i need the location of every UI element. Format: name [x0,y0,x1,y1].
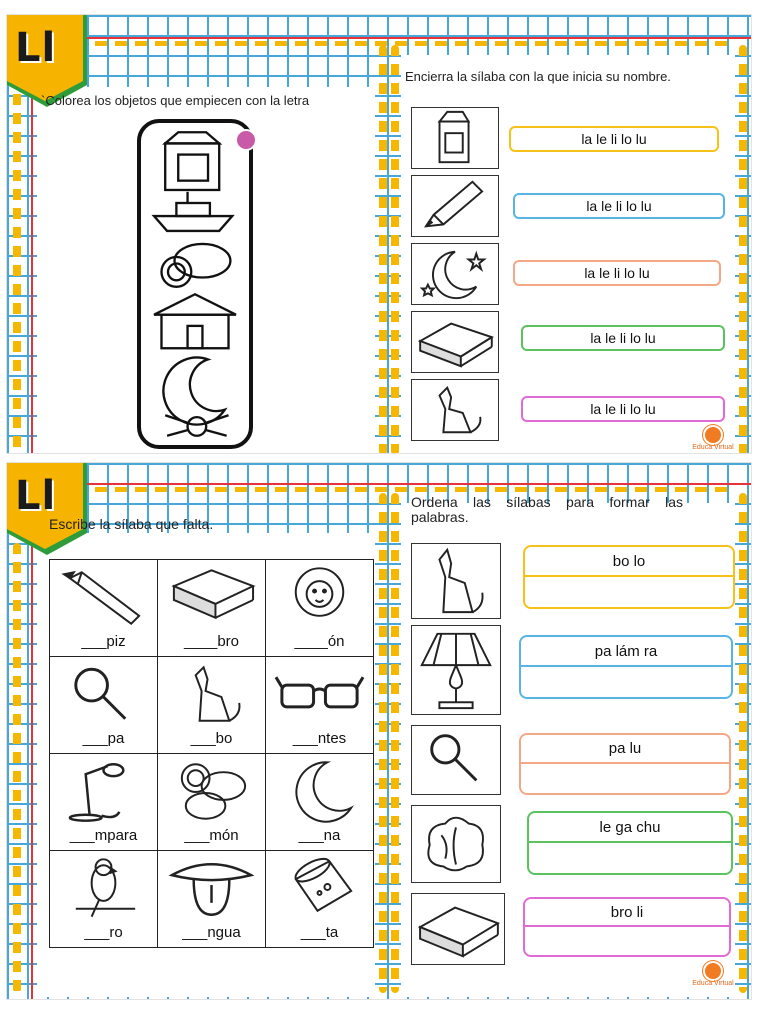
magnifier-icon [56,661,151,727]
table-cell [50,657,158,754]
answer-line[interactable] [525,927,729,955]
scrambled-syllables: pa lu [521,735,729,764]
scrambled-syllables: bo lo [525,547,733,577]
brand-logo [691,963,735,987]
can-icon [272,855,367,921]
brand-text: Educa Virtual [692,980,734,987]
cell-word[interactable]: ___bo [190,730,233,747]
lettuce-icon [412,806,500,882]
parrot-icon [56,855,151,921]
syllable-option[interactable]: la le li lo lu [513,193,725,219]
left-instruction: `Colorea los objetos que empiecen con la letra [41,93,310,108]
answer-line[interactable] [525,577,733,607]
syllable-option[interactable]: la le li lo lu [513,260,721,286]
scrambled-syllables: le ga chu [529,813,731,843]
answer-line[interactable] [529,843,731,873]
picture-box-book [411,311,499,373]
table-cell [266,851,374,948]
table-cell [266,560,374,657]
dashed-border [95,41,731,46]
table-cell [266,657,374,754]
brand-logo [691,427,735,451]
picture-box-wolf [411,543,501,619]
cell-word[interactable]: ___ta [300,924,339,941]
scrambled-syllables: pa lám ra [521,637,731,667]
wolf-icon [412,544,500,618]
syllable-answer-box [523,897,731,957]
moon-icon [163,358,224,425]
picture-box-magnifier [411,725,501,795]
syllable-answer-box [519,635,733,699]
house-icon [154,294,236,348]
dashed-border [739,45,747,454]
syllable-option[interactable]: la le li lo lu [521,325,725,351]
cell-word[interactable]: ___ro [84,924,123,941]
lion-icon [272,564,367,630]
picture-box-wolf [411,379,499,441]
cell-word[interactable]: ___na [298,827,341,844]
missing-syllable-table [49,559,374,948]
pencil-icon [56,564,151,630]
brand-text: Educa Virtual [692,444,734,451]
pencil-icon [412,176,498,236]
table-cell [158,851,266,948]
table-cell [158,657,266,754]
strip-drawings [141,123,249,445]
right-instruction: Encierra la sílaba con la que inicia su nombre. [405,69,671,84]
cell-word[interactable]: ____ón [294,633,345,650]
lemon-icon [161,244,230,287]
answer-line[interactable] [521,667,731,697]
magnifier-icon [412,726,500,794]
book-icon [412,312,498,372]
cell-word[interactable]: ___món [184,827,239,844]
lemon-icon [164,758,259,824]
wolf-icon [164,661,259,727]
cell-word[interactable]: ____bro [183,633,240,650]
picture-box-lettuce [411,805,501,883]
bottom-worksheet [6,462,752,1000]
table-cell [50,560,158,657]
dashed-border [739,493,747,993]
crayon-icon [235,129,257,151]
picture-box-pencil [411,175,499,237]
cell-word[interactable]: ___ngua [182,924,241,941]
wolf-icon [412,380,498,440]
scrambled-syllables: bro li [525,899,729,927]
cell-word[interactable]: ___pa [82,730,125,747]
syllable-answer-box [527,811,733,875]
dashed-border [95,487,731,492]
sun-icon [705,963,721,979]
cell-word[interactable]: ___piz [81,633,126,650]
table-cell [158,754,266,851]
letter-logo [7,463,87,555]
tongue-icon [164,855,259,921]
picture-strip [137,119,253,449]
table-lamp-icon [412,626,500,714]
moon-stars-icon [412,244,498,304]
picture-box-book [411,893,505,965]
dashed-border [391,493,399,993]
table-cell [50,851,158,948]
glasses-icon [272,661,367,727]
red-margin-line [7,483,751,485]
book-icon [412,894,504,964]
right-instruction: Ordena las sílabas para formar las palabras. [411,494,683,525]
milk-carton-icon [165,132,219,190]
syllable-answer-box [519,733,731,795]
left-instruction: Escribe la sílaba que falta. [49,516,214,532]
syllable-answer-box [523,545,735,609]
logo-text: Ll [15,473,57,519]
dashed-border [13,75,21,454]
cell-word[interactable]: ___mpara [69,827,138,844]
logo-text: Ll [15,25,57,71]
picture-box-lamp [411,625,501,715]
sun-icon [705,427,721,443]
picture-box-milk [411,107,499,169]
dashed-border [379,493,387,993]
cell-word[interactable]: ___ntes [292,730,347,747]
top-worksheet [6,14,752,454]
table-cell [158,560,266,657]
book-icon [164,564,259,630]
red-margin-line [7,37,751,39]
milk-carton-icon [412,108,498,168]
dashed-border [391,45,399,454]
answer-line[interactable] [521,764,729,793]
syllable-option[interactable]: la le li lo lu [509,126,719,152]
table-cell [50,754,158,851]
desk-lamp-icon [56,758,151,824]
boat-icon [154,192,232,231]
table-cell [266,754,374,851]
picture-box-moon [411,243,499,305]
dashed-border [13,543,21,993]
moon-icon [272,758,367,824]
syllable-option[interactable]: la le li lo lu [521,396,725,422]
